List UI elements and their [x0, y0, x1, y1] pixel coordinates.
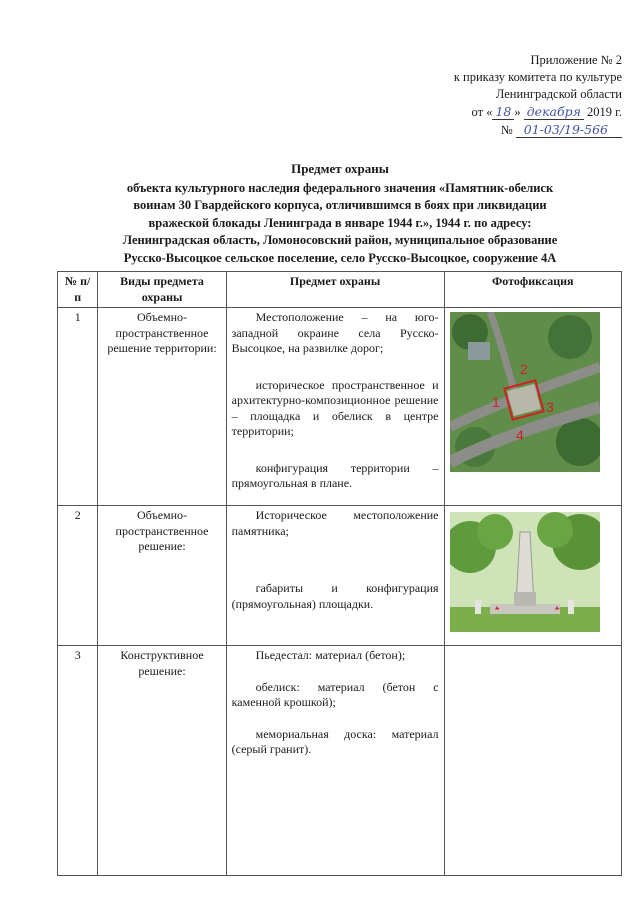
- row-number: 3: [58, 646, 98, 876]
- title-line-3: вражеской блокады Ленинграда в январе 1944 г.», 1944 г. по адресу:: [148, 215, 532, 230]
- date-year: 2019 г.: [587, 105, 622, 119]
- handwritten-number: 01-03/19-566: [516, 122, 622, 138]
- title-line-4: Ленинградская область, Ломоносовский район, муниципальное образование: [122, 233, 558, 247]
- subject-item: габариты и конфигурация (прямоугольная) площадки.: [231, 581, 439, 611]
- aerial-photo: [450, 312, 600, 472]
- obelisk-photo: [450, 512, 600, 632]
- row-photo: [444, 308, 621, 506]
- title-line-2: воинам 30 Гвардейского корпуса, отличившимся в боях при ликвидации: [133, 198, 547, 212]
- subject-item: обелиск: материал (бетон с каменной крошкой);: [231, 679, 439, 709]
- marker-label: 4: [515, 427, 524, 443]
- appendix-title: Приложение № 2: [530, 53, 622, 67]
- date-prefix: от «: [471, 105, 493, 119]
- marker-label: 1: [491, 394, 500, 410]
- row-number: 1: [58, 308, 98, 506]
- handwritten-month: декабря: [524, 104, 584, 120]
- appendix-number: [382, 121, 622, 139]
- subject-item: Пьедестал: материал (бетон);: [255, 648, 406, 662]
- marker-label: 3: [545, 399, 554, 415]
- document-title-block: [60, 160, 620, 267]
- date-mid: »: [514, 105, 521, 119]
- row-number: 2: [58, 506, 98, 646]
- header-kind: Виды предмета охраны: [98, 272, 226, 308]
- protection-table: [57, 271, 622, 876]
- handwritten-day: 18: [492, 104, 514, 120]
- header-photo: Фотофиксация: [444, 272, 621, 308]
- row-kind: Объемно-пространственное решение:: [98, 506, 226, 646]
- row-subject: [226, 646, 444, 876]
- appendix-region: Ленинградской области: [495, 87, 622, 101]
- subject-item: мемориальная доска: материал (серый гранит).: [231, 726, 439, 756]
- row-photo-empty: [444, 646, 621, 876]
- number-prefix: №: [500, 123, 513, 137]
- marker-label: 2: [519, 361, 528, 377]
- appendix-header: [382, 52, 622, 139]
- table-header-row: [58, 272, 622, 308]
- header-subject: Предмет охраны: [226, 272, 444, 308]
- appendix-order: к приказу комитета по культуре: [453, 70, 622, 84]
- header-number: № п/п: [58, 272, 98, 308]
- subject-item: конфигурация территории – прямоугольная в плане.: [231, 460, 439, 490]
- row-photo: [444, 506, 621, 646]
- title-line-1: объекта культурного наследия федерального значения «Памятник-обелиск: [126, 180, 554, 195]
- table-row: [58, 646, 622, 876]
- row-subject: [226, 308, 444, 506]
- document-title: Предмет охраны: [291, 161, 389, 176]
- subject-item: Местоположение – на юго-западной окраине села Русско-Высоцкое, на развилке дорог;: [231, 310, 439, 355]
- appendix-date: [382, 103, 622, 121]
- row-subject: [226, 506, 444, 646]
- row-kind: Конструктивное решение:: [98, 646, 226, 876]
- table-row: [58, 506, 622, 646]
- subject-item: Историческое местоположение памятника;: [231, 508, 439, 538]
- row-kind: Объемно-пространственное решение территории:: [98, 308, 226, 506]
- table-row: [58, 308, 622, 506]
- subject-item: историческое пространственное и архитектурно-композиционное решение – площадка и обелиск в центре территории;: [231, 377, 439, 438]
- title-line-5: Русско-Высоцкое сельское поселение, село Русско-Высоцкое, сооружение 4А: [123, 250, 557, 265]
